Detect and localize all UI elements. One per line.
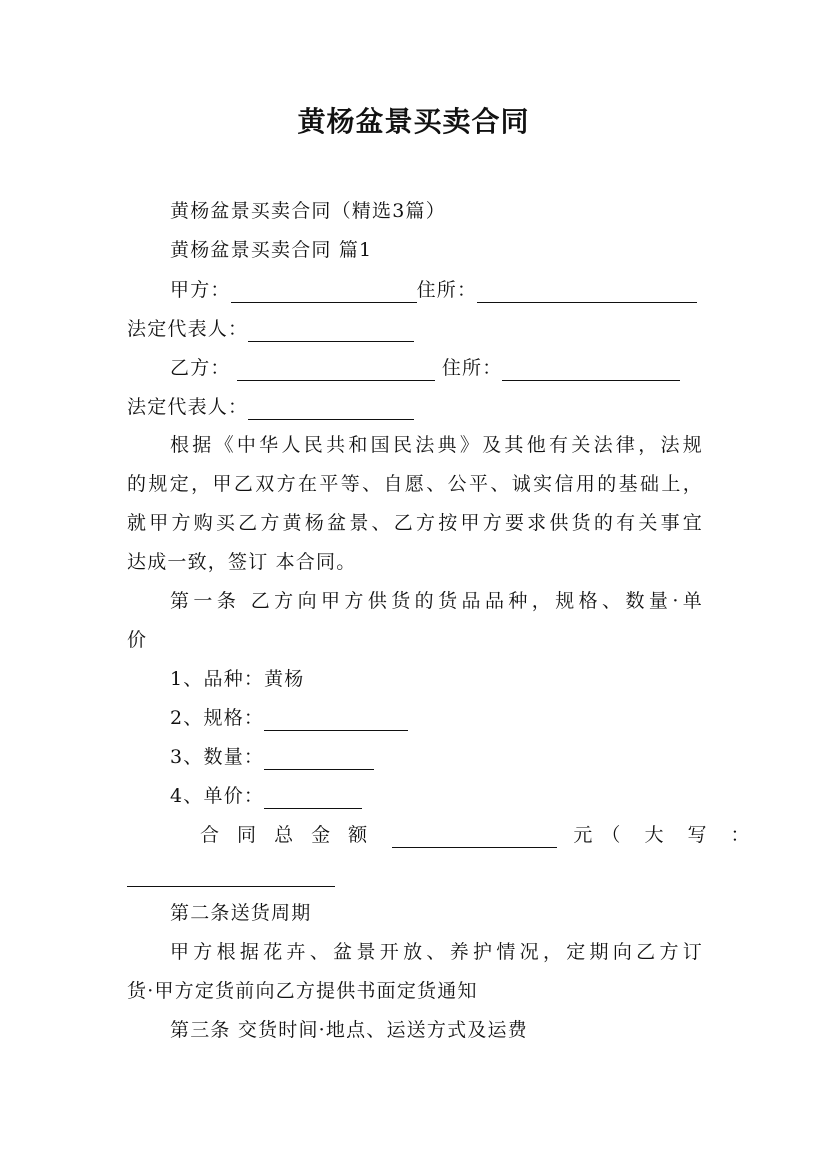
article1-line-2: 价 <box>127 629 148 651</box>
item-price-row <box>170 783 703 809</box>
party-a-blank <box>231 282 417 303</box>
party-b-blank <box>237 360 435 381</box>
item-variety: 1、品种：黄杨 <box>170 668 305 690</box>
party-a-rep-row <box>127 316 703 342</box>
item-price-blank <box>264 788 362 809</box>
article2-heading: 第二条送货周期 <box>170 902 312 924</box>
intro-line-1: 根据《中华人民共和国民法典》及其他有关法律，法规 <box>170 434 703 456</box>
total-amount-words-row <box>127 861 703 887</box>
total-amount-words-blank <box>127 866 335 887</box>
item-spec-label: 2、规格： <box>170 707 265 729</box>
party-a-address-blank <box>477 282 697 303</box>
intro-line-4: 达成一致，签订 本合同。 <box>127 551 357 573</box>
party-b-rep-row <box>127 394 703 420</box>
item-quantity-label: 3、数量： <box>170 746 265 768</box>
article1-line-1: 第一条 乙方向甲方供货的货品品种，规格、数量·单 <box>170 590 703 612</box>
party-b-row <box>170 355 703 381</box>
intro-line-2: 的规定，甲乙双方在平等、自愿、公平、诚实信用的基础上， <box>127 473 703 495</box>
item-price-label: 4、单价： <box>170 785 265 807</box>
party-a-label: 甲方： <box>170 279 231 301</box>
article3-heading: 第三条 交货时间·地点、运送方式及运费 <box>170 1019 528 1041</box>
intro-line-3: 就甲方购买乙方黄杨盆景、乙方按甲方要求供货的有关事宜 <box>127 512 703 534</box>
party-b-rep-blank <box>248 399 414 420</box>
party-b-label: 乙方： <box>170 357 231 379</box>
party-a-address-label: 住所： <box>416 279 478 301</box>
section-heading: 黄杨盆景买卖合同 篇1 <box>170 239 373 261</box>
total-amount-blank <box>392 827 557 848</box>
item-spec-row <box>170 705 703 731</box>
party-b-address-label: 住所： <box>441 357 503 379</box>
party-b-address-blank <box>502 360 680 381</box>
party-a-rep-label: 法定代表人： <box>127 318 249 340</box>
party-a-row <box>170 277 703 303</box>
total-amount-label: 合 同 总 金 额 <box>200 824 374 846</box>
item-quantity-row <box>170 744 703 770</box>
article2-line-1: 甲方根据花卉、盆景开放、养护情况，定期向乙方订 <box>170 941 703 963</box>
item-quantity-blank <box>264 749 374 770</box>
item-spec-blank <box>264 710 408 731</box>
party-a-rep-blank <box>248 321 414 342</box>
total-amount-unit: 元（ 大 写 ： <box>573 824 759 846</box>
document-title: 黄杨盆景买卖合同 <box>297 105 530 138</box>
subtitle: 黄杨盆景买卖合同（精选3篇） <box>170 200 446 222</box>
party-b-rep-label: 法定代表人： <box>127 396 249 418</box>
article2-line-2: 货·甲方定货前向乙方提供书面定货通知 <box>127 980 478 1002</box>
total-amount-row <box>200 822 759 848</box>
